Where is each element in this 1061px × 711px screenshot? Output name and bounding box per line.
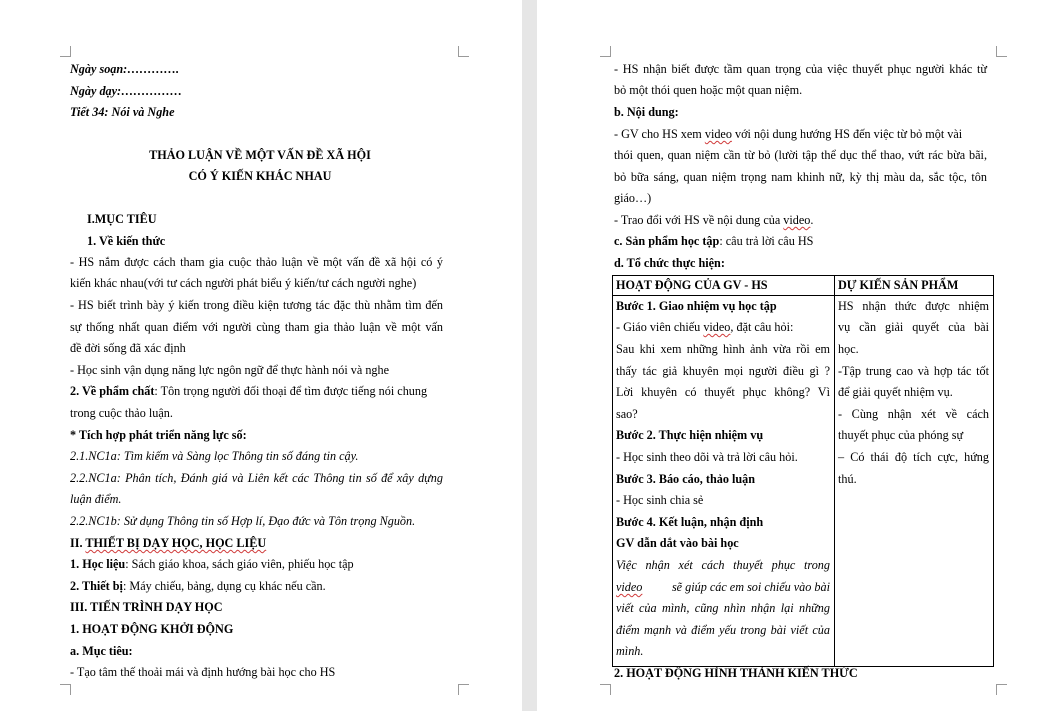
table-cell-line: điểm mạnh và điểm yếu trong bài viết của xyxy=(616,623,830,637)
margin-mark xyxy=(996,684,1007,695)
text: - Giáo viên chiếu xyxy=(616,320,704,334)
section-prefix: II. xyxy=(70,536,83,550)
document-page-right[interactable] xyxy=(537,0,1061,711)
margin-mark xyxy=(60,684,71,695)
label: 2. Thiết bị xyxy=(70,579,123,593)
paragraph: kiến khác nhau(với tư cách người phát biểu ý kiến/tư cách người nghe) xyxy=(70,276,417,290)
table-cell-line: vụ cần giải quyết của bài xyxy=(838,320,989,334)
table-cell-line: Bước 2. Thực hiện nhiệm vụ xyxy=(616,428,764,442)
text: - GV cho HS xem xyxy=(614,127,705,141)
paragraph: luận điểm. xyxy=(70,492,122,506)
table-divider xyxy=(834,276,835,666)
paragraph: - HS nắm được cách tham gia cuộc thảo luận về một vấn đề xã hội có ý xyxy=(70,255,443,269)
subsection-heading: a. Mục tiêu: xyxy=(70,644,133,658)
lesson-title: Tiết 34: Nói và Nghe xyxy=(70,105,175,119)
paragraph xyxy=(70,578,326,594)
paragraph: - HS biết trình bày ý kiến trong điều kiện tương tác đặc thù nhằm tìm đến xyxy=(70,298,443,312)
doc-title-line1: THẢO LUẬN VỀ MỘT VẤN ĐỀ XÃ HỘI xyxy=(149,148,371,162)
table-cell-line: học. xyxy=(838,342,859,356)
paragraph xyxy=(614,212,813,228)
table-cell-line: Việc nhận xét cách thuyết phục trong xyxy=(616,558,830,572)
label: 2. Về phẩm chất xyxy=(70,384,155,398)
table-cell-line: thấy tác giả khuyên mọi người điều gì ? xyxy=(616,364,830,378)
paragraph: - HS nhận biết được tầm quan trọng của việc thuyết phục người khác từ xyxy=(614,62,987,76)
paragraph: 2.2.NC1a: Phân tích, Đánh giá và Liên kết các Thông tin số để xây dựng xyxy=(70,471,443,485)
section-heading: III. TIẾN TRÌNH DẠY HỌC xyxy=(70,600,223,614)
margin-mark xyxy=(600,46,611,57)
paragraph xyxy=(70,556,354,572)
table-cell-line: sao? xyxy=(616,407,638,421)
table-cell-line: Bước 4. Kết luận, nhận định xyxy=(616,515,764,529)
subsection-heading: b. Nội dung: xyxy=(614,105,679,119)
section-heading xyxy=(70,535,266,551)
date-prepared: Ngày soạn:…………. xyxy=(70,62,180,76)
section-heading: I.MỤC TIÊU xyxy=(87,212,157,226)
activity-table[interactable] xyxy=(612,275,994,667)
table-cell-line: Lời khuyên có thuyết phục không? Vì xyxy=(616,385,830,399)
text: . xyxy=(810,213,814,227)
margin-mark xyxy=(60,46,71,57)
table-cell-line xyxy=(616,319,793,335)
table-cell-line: -Tập trung cao và hợp tác tốt xyxy=(838,364,989,378)
margin-mark xyxy=(600,684,611,695)
table-cell-line: Sau khi xem những hình ảnh vừa rồi em xyxy=(616,342,830,356)
text: : Máy chiếu, bảng, dụng cụ khác nếu cần. xyxy=(122,579,326,593)
paragraph: - Tạo tâm thế thoải mái và định hướng bài học cho HS xyxy=(70,665,336,679)
table-cell-line: GV dẫn dắt vào bài học xyxy=(616,536,739,550)
text: video xyxy=(704,127,732,141)
text: - Trao đổi với HS về nội dung của xyxy=(614,213,784,227)
text: với nội dung hướng HS đến việc từ bỏ một vài xyxy=(731,127,963,141)
text: : Sách giáo khoa, sách giáo viên, phiếu học tập xyxy=(125,557,354,571)
table-cell-line: - Học sinh theo dõi và trả lời câu hỏi. xyxy=(616,450,798,464)
subsection-heading: 1. Về kiến thức xyxy=(87,234,166,248)
paragraph: bỏ bữa sáng, quan niệm trọng nam khinh nữ, kỳ thị màu da, sắc tộc, tôn xyxy=(614,170,987,184)
paragraph: giáo…) xyxy=(614,191,652,205)
paragraph: trong cuộc thảo luận. xyxy=(70,406,173,420)
paragraph-heading: * Tích hợp phát triển năng lực số: xyxy=(70,428,247,442)
table-cell-line: thú. xyxy=(838,472,857,486)
section-title: THIẾT BỊ DẠY HỌC, HỌC LIỆU xyxy=(85,536,267,550)
table-cell-line: - Học sinh chia sẻ xyxy=(616,493,704,507)
label: c. Sản phẩm học tập xyxy=(614,234,720,248)
table-cell-line: mình. xyxy=(616,644,644,658)
subsection-heading: 1. HOẠT ĐỘNG KHỞI ĐỘNG xyxy=(70,622,234,636)
text: video xyxy=(783,213,811,227)
margin-mark xyxy=(458,684,469,695)
table-cell-line: thuyết phục của phóng sự xyxy=(838,428,964,442)
text: video xyxy=(616,580,643,594)
paragraph xyxy=(614,233,813,249)
table-cell-line: để giải quyết nhiệm vụ. xyxy=(838,385,953,399)
paragraph xyxy=(614,126,962,142)
table-cell-line: Bước 1. Giao nhiệm vụ học tập xyxy=(616,299,777,313)
margin-mark xyxy=(458,46,469,57)
table-cell-line: viết của mình, cũng nhìn nhận lại những xyxy=(616,601,830,615)
text: video xyxy=(703,320,731,334)
page-gap xyxy=(522,0,537,711)
table-cell-line: - Cùng nhận xét về cách xyxy=(838,407,989,421)
paragraph: bỏ một thói quen hoặc một quan niệm. xyxy=(614,83,803,97)
date-taught: Ngày dạy:…………… xyxy=(70,84,183,98)
table-divider xyxy=(613,295,993,296)
paragraph: sự thống nhất quan điểm với người cùng tham gia thảo luận về một vấn xyxy=(70,320,443,334)
paragraph: 2.2.NC1b: Sử dụng Thông tin số Hợp lí, Đạo đức và Tôn trọng Nguồn. xyxy=(70,514,416,528)
paragraph xyxy=(70,383,427,399)
text: : Tôn trọng người đối thoại để tìm được tiếng nói chung xyxy=(154,384,428,398)
paragraph: thói quen, quan niệm cần từ bỏ (lười tập thể dục thể thao, vứt rác bừa bãi, xyxy=(614,148,987,162)
text: , đặt câu hỏi: xyxy=(730,320,794,334)
table-cell-line: – Có thái độ tích cực, hứng xyxy=(838,450,989,464)
text: : câu trả lời câu HS xyxy=(719,234,814,248)
table-cell-line xyxy=(616,579,830,595)
section-heading: 2. HOẠT ĐỘNG HÌNH THÀNH KIẾN THỨC xyxy=(614,666,858,680)
table-cell-line: Bước 3. Báo cáo, thảo luận xyxy=(616,472,755,486)
text: sẽ giúp các em soi chiếu vào bài xyxy=(671,580,830,594)
doc-title-line2: CÓ Ý KIẾN KHÁC NHAU xyxy=(188,169,332,183)
paragraph: đề đời sống đã xác định xyxy=(70,341,186,355)
paragraph: 2.1.NC1a: Tìm kiếm và Sàng lọc Thông tin số đáng tin cậy. xyxy=(70,449,359,463)
table-header-product: DỰ KIẾN SẢN PHẨM xyxy=(838,278,959,292)
table-header-activity: HOẠT ĐỘNG CỦA GV - HS xyxy=(616,278,768,292)
margin-mark xyxy=(996,46,1007,57)
subsection-heading: d. Tổ chức thực hiện: xyxy=(614,256,725,270)
document-page-left[interactable] xyxy=(0,0,522,711)
table-cell-line: HS nhận thức được nhiệm xyxy=(838,299,989,313)
paragraph: - Học sinh vận dụng năng lực ngôn ngữ để thực hành nói và nghe xyxy=(70,363,390,377)
label: 1. Học liệu xyxy=(70,557,126,571)
